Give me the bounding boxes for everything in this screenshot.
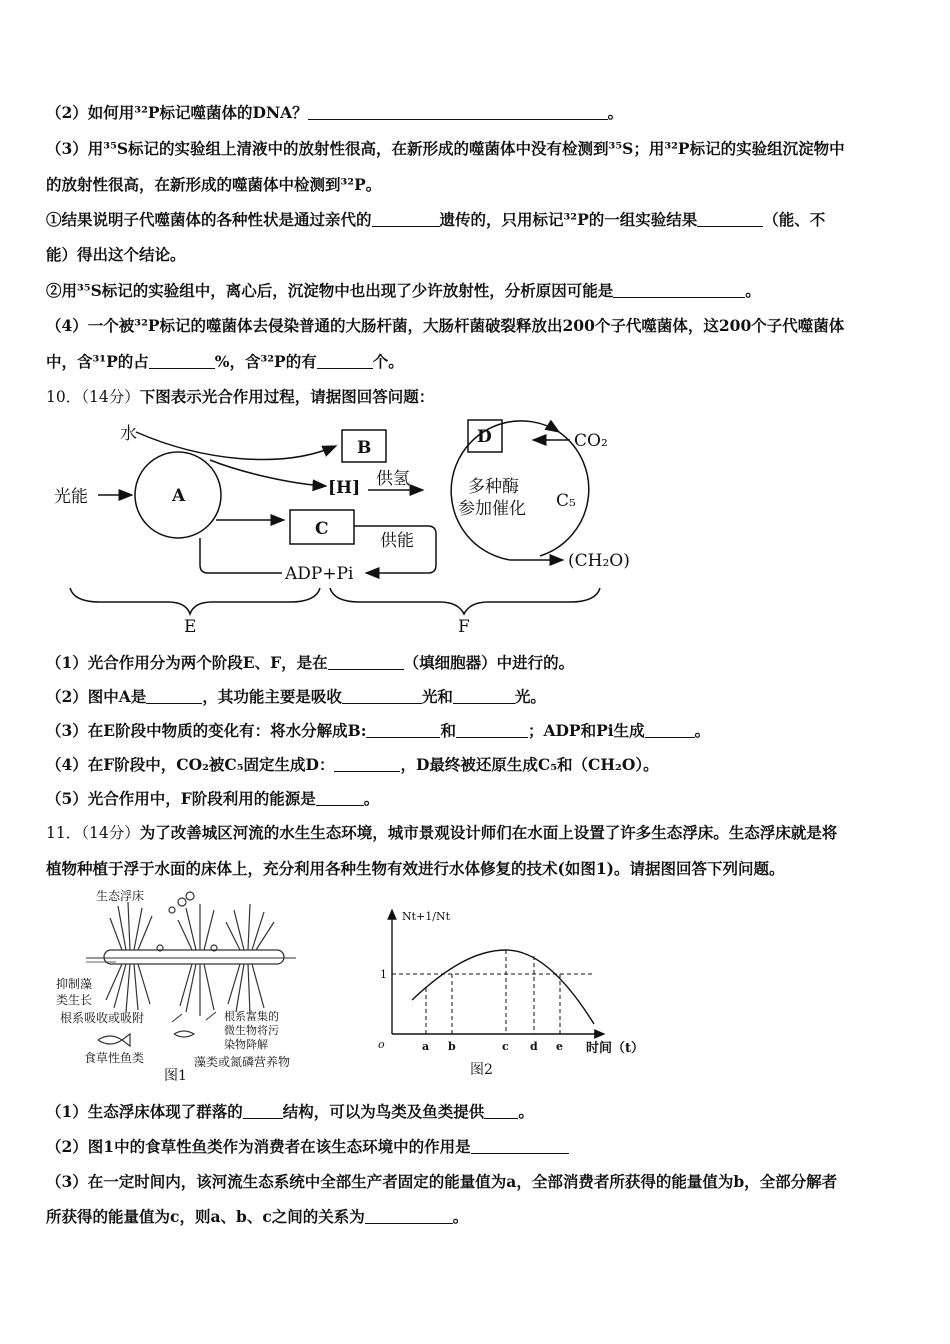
question-number: 10．（14分） — [46, 388, 140, 406]
answer-blank[interactable] — [372, 211, 440, 227]
fig1-label-micro-2: 微生物将污 — [224, 1024, 279, 1037]
label-c: C — [315, 519, 329, 539]
label-b: B — [357, 438, 372, 458]
growth-curve — [412, 950, 594, 1024]
fig1-label-algae-1: 抑制藻 — [56, 977, 93, 991]
brace-e — [70, 588, 320, 614]
label-enzyme-1: 多种酶 — [468, 477, 519, 497]
brace-f — [330, 588, 600, 614]
answer-blank[interactable] — [613, 282, 745, 298]
label-adp: ADP+Pi — [285, 564, 354, 584]
q10-sub2: （2）图中A是 ，其功能主要是吸收 光和 光。 — [46, 687, 546, 706]
label-water: 水 — [120, 424, 137, 444]
q9-conclusion2: ②用³⁵S标记的实验组中，离心后，沉淀物中也出现了少许放射性，分析原因可能是 。 — [46, 281, 761, 300]
x-tick-c: c — [502, 1040, 509, 1053]
x-tick-e: e — [556, 1040, 563, 1053]
y-axis-label: Nt+1/Nt — [402, 910, 451, 923]
fig1-title: 生态浮床 — [96, 889, 145, 903]
q10-sub4: （4）在F阶段中，CO₂被C₅固定生成D： ，D最终被还原生成C₅和（CH₂O）。 — [46, 755, 659, 774]
label-c5: C₅ — [556, 491, 576, 511]
ecological-float-figure — [56, 888, 316, 1088]
fig1-label-algae-2: 类生长 — [56, 993, 93, 1007]
answer-blank[interactable] — [456, 722, 528, 738]
label-co2: CO₂ — [574, 431, 608, 451]
q10-stem: 10．（14分）下图表示光合作用过程，请据图回答问题： — [46, 387, 435, 406]
float-bed — [104, 950, 284, 964]
q9-part2-text: （2）如何用³²P标记噬菌体的DNA？ — [46, 103, 308, 122]
q11-sub1: （1）生态浮床体现了群落的 结构，可以为鸟类及鱼类提供 。 — [46, 1102, 534, 1121]
q11-sub2: （2）图1中的食草性鱼类作为消费者在该生态环境中的作用是 — [46, 1137, 569, 1157]
q9-part2: （2）如何用³²P标记噬菌体的DNA？ 。 — [46, 103, 624, 122]
label-h: [H] — [328, 478, 361, 498]
x-axis-label: 时间（t） — [586, 1041, 645, 1056]
x-tick-b: b — [448, 1040, 456, 1053]
fish-icon — [98, 1034, 130, 1046]
photosynthesis-diagram — [40, 410, 660, 640]
answer-blank[interactable] — [334, 756, 400, 772]
x-tick-d: d — [530, 1040, 538, 1053]
label-supply-energy: 供能 — [380, 531, 414, 551]
label-enzyme-2: 参加催化 — [458, 499, 526, 519]
label-supply-h: 供氢 — [376, 469, 410, 489]
label-a: A — [172, 486, 186, 506]
q9-part4-line1: （4）一个被³²P标记的噬菌体去侵染普通的大肠杆菌，大肠杆菌破裂释放出200个子代噬菌体，这200个子代噬菌体 — [46, 316, 845, 335]
answer-blank[interactable] — [484, 1103, 518, 1119]
label-ch2o: (CH₂O) — [568, 551, 630, 571]
question-number: 11．（14分） — [46, 824, 140, 842]
answer-blank[interactable] — [453, 688, 515, 704]
y-tick-one: 1 — [380, 968, 387, 981]
q9-conclusion1-end: 能）得出这个结论。 — [46, 245, 186, 264]
answer-blank[interactable] — [317, 353, 373, 369]
label-d: D — [477, 427, 492, 447]
fig1-label-fish: 食草性鱼类 — [84, 1051, 145, 1065]
q9-part3-line1: （3）用³⁵S标记的实验组上清液中的放射性很高，在新形成的噬菌体中没有检测到³⁵S；用³²P标记的实验组沉淀物中 — [46, 139, 845, 158]
answer-blank[interactable] — [471, 1138, 569, 1154]
fish-icon-2 — [174, 1031, 194, 1037]
fig1-label-nutrient: 藻类或氮磷营养物 — [194, 1055, 291, 1069]
answer-blank[interactable] — [645, 722, 695, 738]
q11-stem-line2: 植物种植于浮于水面的床体上，充分利用各种生物有效进行水体修复的技术(如图1)。请据图回答下列问题。 — [46, 859, 785, 878]
q10-sub3: （3）在E阶段中物质的变化有：将水分解成B: 和 ；ADP和Pi生成 。 — [46, 721, 711, 740]
answer-blank[interactable] — [365, 1208, 453, 1224]
fig1-label-root: 根系吸收或吸附 — [60, 1011, 145, 1025]
q11-stem-line1: 11．（14分）为了改善城区河流的水生生态环境，城市景观设计师们在水面上设置了许多生态浮床。生态浮床就是将 — [46, 823, 838, 842]
q9-part4-line2: 中，含³¹P的占 %，含³²P的有 个。 — [46, 352, 404, 371]
label-light: 光能 — [54, 487, 88, 507]
fig1-caption: 图1 — [164, 1068, 187, 1084]
answer-blank[interactable] — [149, 353, 215, 369]
q11-sub3-line1: （3）在一定时间内，该河流生态系统中全部生产者固定的能量值为a，全部消费者所获得的能量值为b，全部分解者 — [46, 1172, 838, 1191]
answer-blank[interactable] — [316, 790, 364, 806]
answer-blank[interactable] — [328, 654, 404, 670]
fig1-label-micro-1: 根系富集的 — [224, 1010, 279, 1023]
q10-sub1: （1）光合作用分为两个阶段E、F，是在 （填细胞器）中进行的。 — [46, 653, 575, 672]
answer-blank[interactable] — [697, 211, 763, 227]
q9-conclusion1: ①结果说明子代噬菌体的各种性状是通过亲代的 遗传的，只用标记³²P的一组实验结果 （能、不 — [46, 210, 826, 229]
origin-label: o — [378, 1038, 385, 1051]
answer-blank[interactable] — [342, 688, 422, 704]
answer-blank[interactable] — [146, 688, 202, 704]
answer-blank[interactable] — [366, 722, 440, 738]
label-e: E — [184, 617, 197, 637]
label-f: F — [458, 617, 470, 637]
fig2-caption: 图2 — [470, 1062, 493, 1078]
x-tick-a: a — [422, 1040, 430, 1053]
fig1-label-micro-3: 染物降解 — [224, 1038, 268, 1051]
q11-sub3-line2: 所获得的能量值为c，则a、b、c之间的关系为 。 — [46, 1207, 469, 1226]
answer-blank[interactable] — [243, 1103, 283, 1119]
answer-blank[interactable] — [308, 104, 608, 120]
population-growth-chart — [376, 906, 656, 1082]
q10-sub5: （5）光合作用中，F阶段利用的能源是 。 — [46, 789, 380, 808]
q9-part3-line2: 的放射性很高，在新形成的噬菌体中检测到³²P。 — [46, 175, 382, 194]
